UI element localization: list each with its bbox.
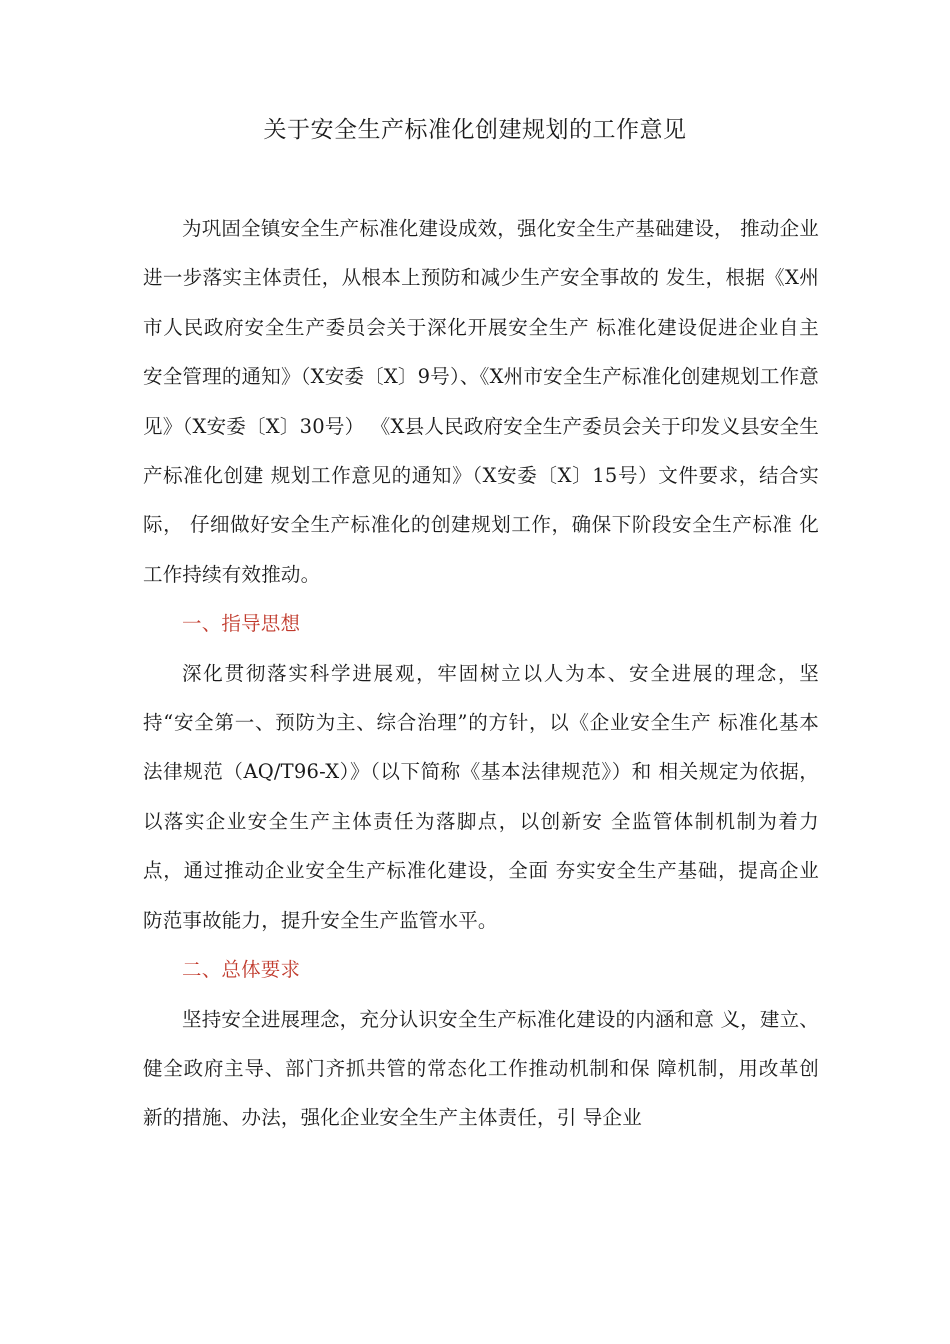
section-heading-guiding-ideology: 一、指导思想 [182, 612, 301, 636]
document-title: 关于安全生产标准化创建规划的工作意见 [263, 117, 687, 143]
document-body [143, 204, 819, 1143]
intro-paragraph: 为巩固全镇安全生产标准化建设成效，强化安全生产基础建设， 推动企业进一步落实主体责任，从根本上预防和减少生产安全事故的 发生，根据《X州市人民政府安全生产委员会关于深化开展安全生产 标准化建设促进企业自主安全管理的通知》（X安委〔X〕9号）、《X州市安全生产标准化创建规划工作意见》（X安委〔X〕30号） 《X县人民政府安全生产委员会关于印发义县安全生产标准化创建 规划工作意见的通知》（X安委〔X〕15号）文件要求，结合实际， 仔细做好安全生产标准化的创建规划工作，确保下阶段安全生产标准 化工作持续有效推动。 [143, 217, 819, 586]
guiding-ideology-paragraph: 深化贯彻落实科学进展观，牢固树立以人为本、安全进展的理念，坚持“安全第一、预防为主、综合治理”的方针，以《企业安全生产 标准化基本法律规范（AQ/T96-X）》（以下简称《基本法律规范》）和 相关规定为依据，以落实企业安全生产主体责任为落脚点，以创新安 全监管体制机制为着力点，通过推动企业安全生产标准化建设，全面 夯实安全生产基础，提高企业防范事故能力，提升安全生产监管水平。 [143, 661, 819, 932]
section-heading-overall-requirements: 二、总体要求 [182, 958, 301, 982]
overall-requirements-paragraph: 坚持安全进展理念，充分认识安全生产标准化建设的内涵和意 义，建立、健全政府主导、部门齐抓共管的常态化工作推动机制和保 障机制，用改革创新的措施、办法，强化企业安全生产主体责任，引 导企业 [143, 1007, 819, 1130]
